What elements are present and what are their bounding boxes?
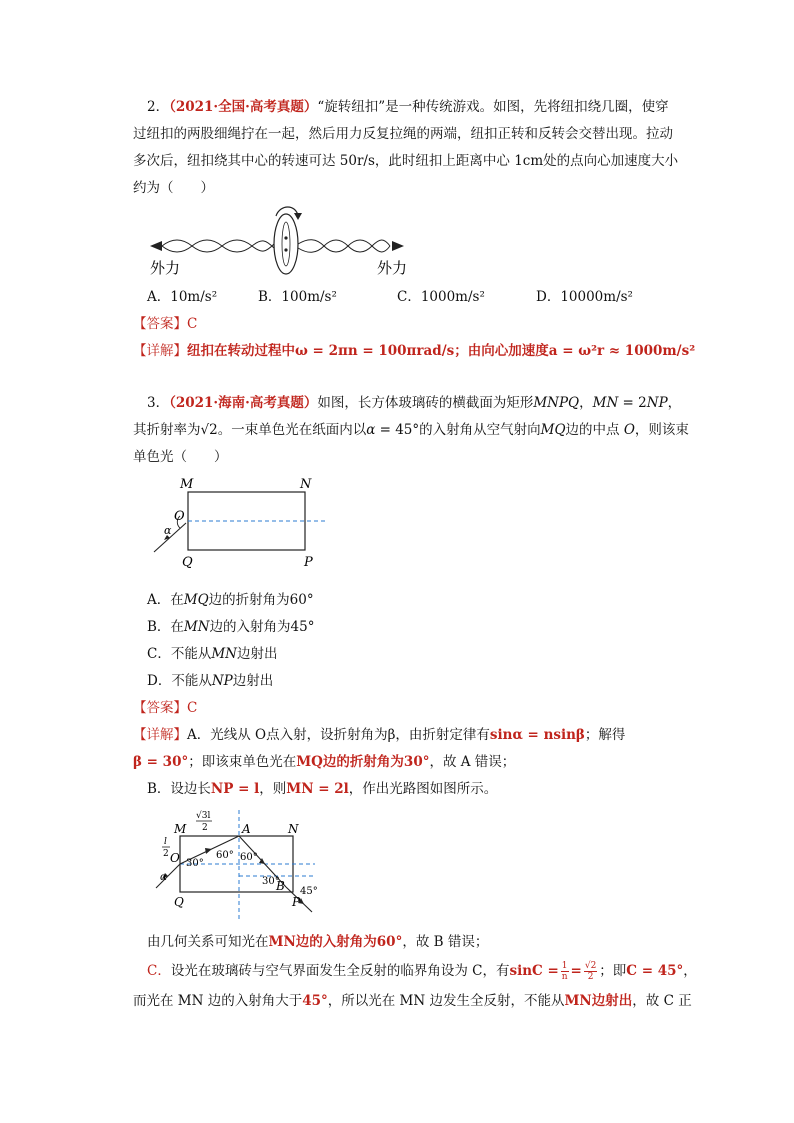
label-force-right: 外力 (377, 259, 408, 277)
glass-brick-figure (140, 474, 340, 574)
q3-line-1 (147, 393, 681, 413)
fraction-root2-over-2 (584, 961, 597, 982)
q3-detail-c1-prefix: C． (147, 963, 171, 979)
fig2-angle-60-a: 60° (216, 850, 234, 861)
q3-choice-c (147, 644, 277, 664)
q3-choice-b (147, 617, 315, 637)
q3-detail-c2-b: ，所以光在 MN 边发生全反射，不能从 (327, 993, 565, 1009)
light-path-figure (150, 808, 350, 924)
fig2-label-b: B (276, 879, 285, 893)
q3-choice-d (147, 671, 273, 691)
q3-detail-b2-formula: MN边的入射角为60° (268, 934, 403, 950)
q2-choice-c: C．1000m/s² (397, 289, 485, 305)
q3-detail-a2-tail: ，故 A 错误； (429, 754, 516, 770)
q2-detail-text: 纽扣在转动过程中ω = 2πn = 100πrad/s；由向心加速度a = ω²r ≈ 1000m/s² (187, 343, 696, 359)
q3-text-2e: 边的中点 (565, 422, 624, 438)
q2-text-1: “旋转纽扣”是一种传统游戏。如图，先将纽扣绕几圈，使穿 (317, 99, 669, 115)
fig2-label-a: A (242, 822, 251, 836)
q3-var-mn: MN (592, 395, 619, 411)
fig2-angle-60-b: 60° (240, 852, 258, 863)
fig2-angle-30-b: 30° (262, 876, 280, 887)
q3-line-2 (133, 420, 689, 440)
q3-detail-a1: A．光线从 O点入射，设折射角为β，由折射定律有 (187, 727, 490, 743)
button-spin-figure (148, 200, 418, 280)
q3-detail-a2-formula2: MQ边的折射角为30° (296, 754, 430, 770)
q3-choice-a-var: MQ (183, 592, 209, 608)
q3-choice-b-text: B．在 (147, 619, 184, 635)
fig2-label-n: N (288, 822, 299, 836)
q3-var-o: O (623, 422, 635, 438)
fig2-label-m: M (174, 822, 187, 836)
q3-text-1e: = 2 (618, 395, 647, 411)
q3-detail-c1-formula3: C = 45° (626, 963, 684, 979)
q3-var-np: NP (646, 395, 668, 411)
q2-source: （2021·全国·高考真题） (169, 99, 318, 115)
q3-choice-a-text: A．在 (147, 592, 184, 608)
button-disc (274, 214, 298, 274)
frac2-num: √2 (584, 961, 597, 971)
q2-choice-a: A．10m/s² (147, 289, 218, 305)
q3-text-1c: ， (579, 395, 593, 411)
q3-detail-a2-mid: ；即该束单色光在 (188, 754, 297, 770)
q3-detail-b2-b: ，故 B 错误； (402, 934, 489, 950)
q3-choice-d-text: D．不能从 (147, 673, 212, 689)
q3-choice-a (147, 590, 314, 610)
q3-detail-c-line2 (133, 991, 692, 1011)
q3-var-mnpq: MNPQ (533, 395, 580, 411)
q3-detail-c2-formula: 45° (302, 993, 328, 1009)
fig2-angle-30-a: 30° (186, 858, 204, 869)
q3-detail-b1-a: B．设边长 (147, 781, 211, 797)
q3-number: 3． (147, 395, 170, 411)
q3-choice-c-text: C．不能从 (147, 646, 212, 662)
q3-choice-d-var: NP (211, 673, 233, 689)
q3-line-3: 单色光（ ） (133, 449, 228, 465)
q3-text-1g: ， (667, 395, 682, 411)
fig2-label-q: Q (174, 895, 184, 909)
frac1-num: 1 (561, 961, 568, 971)
fig2-label-o: O (170, 851, 180, 865)
q2-choice-b: B．100m/s² (258, 289, 337, 305)
q2-line-1 (147, 97, 669, 117)
q3-detail-c1-a: 设光在玻璃砖与空气界面发生全反射的临界角设为 C，有 (170, 963, 510, 979)
q3-detail-b1-formula: NP = l (210, 781, 260, 797)
q3-answer: 【答案】C (133, 700, 198, 716)
fig2-frac-left-den: 2 (163, 849, 169, 859)
q3-var-mq: MQ (540, 422, 566, 438)
q3-text-2c: = 45°的入射角从空气射向 (375, 422, 541, 438)
fig2-frac-top-num: √3l (196, 811, 211, 821)
q3-detail-a1-formula: sinα = nsinβ (489, 727, 585, 743)
q3-detail-b1-c: ，作出光路图如图所示。 (348, 781, 498, 797)
right-arrow-icon (392, 241, 404, 251)
q3-detail-a-line1 (133, 725, 625, 745)
fig2-label-p: P (292, 895, 301, 909)
q3-detail-c1-eq: = (570, 963, 582, 979)
q3-text-2a: 其折射率为√2。一束单色光在纸面内以 (133, 422, 367, 438)
q3-detail-c1-c: ， (683, 963, 697, 979)
q3-choice-c-var: MN (211, 646, 237, 662)
q2-line-4: 约为（ ） (133, 180, 214, 196)
q3-detail-c2-c: ，故 C 正 (632, 993, 692, 1009)
q2-detail-tag: 【详解】 (133, 343, 187, 359)
frac2-den: 2 (587, 972, 594, 982)
q3-choice-d-rest: 边射出 (232, 673, 274, 689)
q3-source: （2021·海南·高考真题） (169, 395, 318, 411)
frac1-den: n (561, 972, 568, 982)
q3-detail-c1-formula: sinC = (509, 963, 559, 979)
fig2-angle-45: 45° (300, 886, 318, 897)
fig1-label-o: O (174, 509, 185, 524)
q3-detail-c1-b: ；即 (599, 963, 627, 979)
q3-text-1a: 如图，长方体玻璃砖的横截面为矩形 (317, 395, 534, 411)
q2-choice-d: D．10000m/s² (536, 289, 633, 305)
q2-number: 2． (147, 99, 170, 115)
q3-detail-c2-formula2: MN边射出 (564, 993, 633, 1009)
q3-detail-b-line1 (147, 779, 497, 799)
label-force-left: 外力 (150, 259, 181, 277)
q3-detail-tag: 【详解】 (133, 727, 187, 743)
q3-text-2g: ，则该束 (634, 422, 689, 438)
q2-line-2: 过纽扣的两股细绳拧在一起，然后用力反复拉绳的两端，纽扣正转和反转会交替出现。拉动 (133, 126, 673, 142)
left-arrow-icon (150, 241, 162, 251)
q3-detail-b1-b: ，则 (259, 781, 287, 797)
fig2-frac-left-num: l (164, 837, 167, 847)
q3-choice-c-rest: 边射出 (236, 646, 278, 662)
q3-detail-c2-a: 而光在 MN 边的入射角大于 (133, 993, 303, 1009)
q3-detail-a-line2 (133, 752, 515, 772)
fig1-label-alpha: α (164, 524, 172, 537)
fig2-label-alpha: α (160, 872, 167, 883)
q2-line-3: 多次后，纽扣绕其中心的转速可达 50r/s，此时纽扣上距离中心 1cm处的点向心加速度大小 (133, 153, 679, 169)
q3-choice-a-rest: 边的折射角为60° (208, 592, 314, 608)
q2-answer: 【答案】C (133, 316, 198, 332)
q3-detail-b2-a: 由几何关系可知光在 (147, 934, 269, 950)
q3-detail-b-line2 (147, 932, 488, 952)
fig1-label-q: Q (182, 555, 193, 570)
q2-detail (133, 341, 695, 361)
fig1-label-n: N (300, 477, 312, 492)
q3-choice-b-var: MN (183, 619, 210, 635)
fig1-label-p: P (304, 555, 313, 570)
q3-choice-b-rest: 边的入射角为45° (209, 619, 315, 635)
q3-var-alpha: α (366, 422, 376, 438)
q3-detail-b1-formula2: MN = 2l (286, 781, 349, 797)
q3-detail-a1-tail: ；解得 (584, 727, 626, 743)
fig2-frac-top-den: 2 (202, 823, 208, 833)
q3-detail-a2-formula: β = 30° (133, 754, 189, 770)
q3-detail-c-line1 (147, 961, 697, 982)
fraction-one-over-n (561, 961, 569, 982)
fig1-label-m: M (180, 477, 194, 492)
